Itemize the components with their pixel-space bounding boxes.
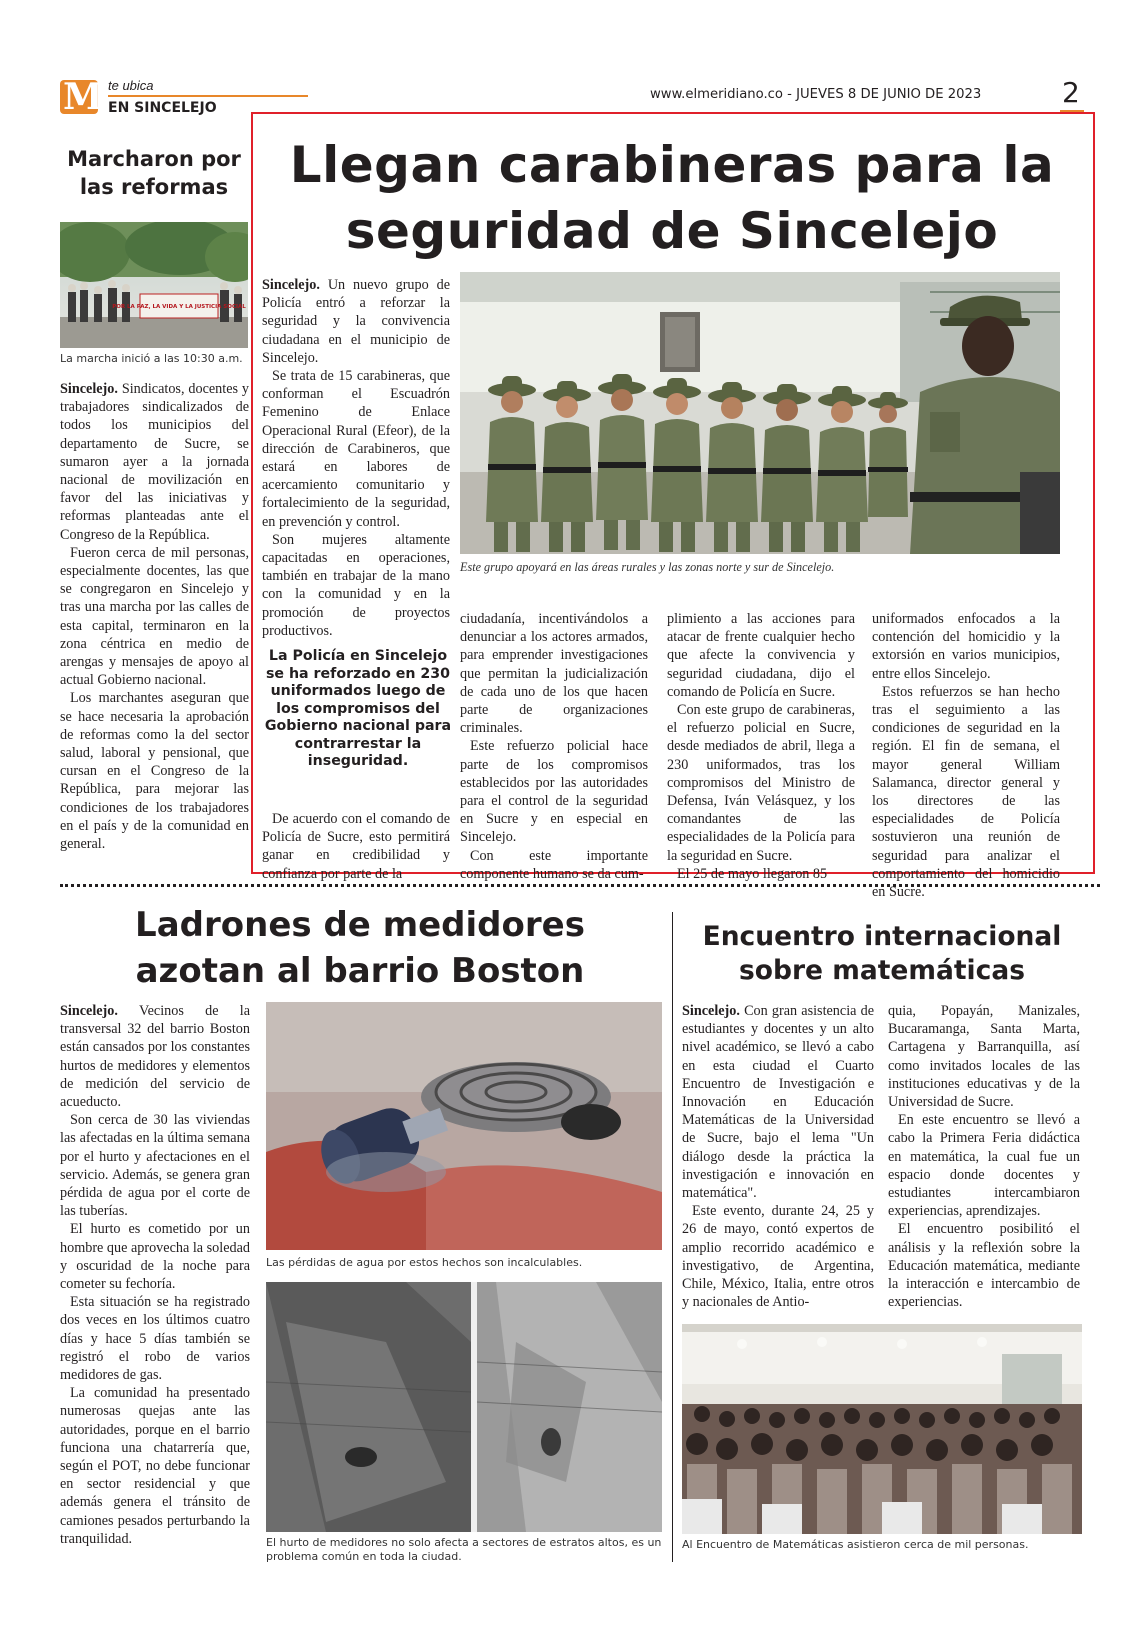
carabineras-photo xyxy=(460,272,1060,554)
main-story-paragraph: El 25 de mayo llegaron 85 xyxy=(677,865,828,882)
main-story-col3 xyxy=(667,610,855,883)
main-story-headline: Llegan carabineras para la seguridad de Sincelejo xyxy=(289,136,1055,260)
main-story-paragraph: Se trata de 15 carabineras, que conforman el Escuadrón Femenino de Enlace Operacional Rural (Efeor), de la dirección de Carabineros, que estará en labores de acercamiento comunitario y fortalecimiento de la seguridad, en prevención y control. xyxy=(262,368,450,530)
main-story-col1-tail xyxy=(262,810,450,883)
bottom-right-dateline: Sincelejo. xyxy=(682,1003,740,1019)
bottom-right-headline: Encuentro internacional sobre matemáticas xyxy=(702,921,1062,986)
logo xyxy=(60,76,103,118)
bottom-left-paragraph: Esta situación se ha registrado dos veces en los últimos cuatro días y hace 5 días también se registró el robo de varios medidores de gas. xyxy=(60,1294,250,1384)
bottom-left-paragraph: Son cerca de 30 las viviendas las afectadas en la última semana por el hurto y afectaciones en el servicio. Además, se genera gran pérdida de agua por el corte de las tuberías. xyxy=(60,1112,250,1220)
bottom-left-body xyxy=(60,1002,250,1548)
main-story-col2 xyxy=(460,610,648,883)
page-header xyxy=(0,0,1144,120)
logo-letter: M xyxy=(63,76,103,118)
left-story-paragraph: Sincelejo. Sindicatos, docentes y trabajadores sindicalizados de todos los municipios del departamento de Sucre, se sumaron ayer a la jornada nacional de movilización en favor del las iniciativas y reformas planteadas ante el Congreso de la República. xyxy=(60,381,250,543)
main-story-paragraph: Estos refuerzos se han hecho tras el seguimiento a las condiciones de seguridad en la región. El fin de semana, el mayor general William Salamanca, director general y los directores de las especialidades de Policía sostuvieron una reunión de seguridad para analizar el comportamiento del homicidio en Sucre. xyxy=(872,683,1060,901)
bottom-right-paragraph: En este encuentro se llevó a cabo la Primera Feria didáctica en matemática, la cual fue un espacio donde docentes y estudiantes intercambiaron experiencias, aprendizajes. xyxy=(888,1112,1080,1220)
bottom-right-paragraph: Este evento, durante 24, 25 y 26 de mayo, contó expertos de amplio recorrido académico e investigativo, de Argentina, Chile, México, Italia, entre otros y nacionales de Antio- xyxy=(682,1203,874,1311)
main-story-col4 xyxy=(872,610,1060,901)
cctv-caption: El hurto de medidores no solo afecta a sectores de estratos altos, es un problema común en toda la ciudad. xyxy=(266,1536,662,1563)
march-banner-text: POR LA PAZ, LA VIDA Y LA JUSTICIA SOCIAL xyxy=(112,304,246,310)
left-story-headline: Marcharon por las reformas xyxy=(67,147,241,199)
page-number: 2 xyxy=(1062,76,1080,109)
section-divider xyxy=(60,884,1100,887)
section-rule xyxy=(108,95,308,97)
water-meter-caption: Las pérdidas de agua por estos hechos son incalculables. xyxy=(266,1256,583,1269)
bottom-right-col1 xyxy=(682,1002,874,1311)
main-story-paragraph: plimiento a las acciones para atacar de frente cualquier hecho que afecte la convivencia y seguridad ciudadana, dijo el comando de Policía en Sucre. xyxy=(667,611,855,700)
bottom-left-paragraph: El hurto es cometido por un hombre que aprovecha la soledad y oscuridad de la noche para cometer su fechoría. xyxy=(60,1221,250,1293)
bottom-right-col2 xyxy=(888,1002,1080,1311)
main-story-dateline: Sincelejo. xyxy=(262,277,320,293)
bottom-right-paragraph: quia, Popayán, Manizales, Bucaramanga, Santa Marta, Cartagena y Barranquilla, así como invitados locales de las instituciones educativas y de la Universidad de Sucre. xyxy=(888,1003,1080,1111)
math-event-caption: Al Encuentro de Matemáticas asistieron cerca de mil personas. xyxy=(682,1538,1029,1551)
left-story-paragraph: Los marchantes aseguran que se hace necesaria la aprobación de reformas como la del sector salud, laboral y pensional, que cursan en el Congreso de la República, para mejorar las condiciones de los trabajadores en el país y de la comunidad en general. xyxy=(60,690,249,853)
main-story-pull-quote: La Policía en Sincelejo se ha reforzado en 230 uniformados luego de los compromisos del Gobierno nacional para contrarrestar la inseguridad. xyxy=(264,648,452,769)
bottom-left-dateline: Sincelejo. xyxy=(60,1003,118,1019)
column-divider xyxy=(672,912,673,1562)
water-meter-photo xyxy=(266,1002,662,1250)
bottom-left-paragraph: La comunidad ha presentado numerosas quejas ante las autoridades, porque en el barrio funciona una chatarrería que, según el POT, no debe funcionar en sector residencial y que además genera el tránsito de camiones pesados perturbando la tranquilidad. xyxy=(60,1385,250,1547)
left-story-paragraph: Fueron cerca de mil personas, especialmente docentes, las que se congregaron en Sincelejo y tras una marcha por las calles de esta capital, terminaron en la zona céntrica en medio de arengas y mensajes de apoyo al actual Gobierno nacional. xyxy=(60,544,249,689)
main-story-paragraph: Con este grupo de carabineras, el refuerzo policial en Sucre, desde mediados de abril, llega a 230 uniformados, tras los compromisos del Ministro de Defensa, Iván Velásquez, y los comandantes de las especialidades de la Policía para la seguridad en Sucre. xyxy=(667,702,855,864)
main-story-caption: Este grupo apoyará en las áreas rurales y las zonas norte y sur de Sincelejo. xyxy=(460,560,835,574)
bottom-left-headline: Ladrones de medidores azotan al barrio Boston xyxy=(135,905,585,991)
main-story-col1 xyxy=(262,276,450,640)
section-name: EN SINCELEJO xyxy=(108,100,217,116)
main-story-paragraph: Este refuerzo policial hace parte de los compromisos establecidos por las autoridades para el control de la seguridad en Sucre y en especial en Sincelejo. xyxy=(460,738,648,846)
main-story-paragraph: Sincelejo. Un nuevo grupo de Policía entró a reforzar la seguridad y la convivencia ciudadana en el municipio de Sincelejo. xyxy=(262,277,450,366)
left-story-body xyxy=(60,380,249,853)
bottom-right-paragraph: El encuentro posibilitó el análisis y la reflexión sobre la Educación matemática, mediante la interacción e intercambio de experiencias. xyxy=(888,1221,1080,1311)
main-story-paragraph: Son mujeres altamente capacitadas en operaciones, también en trabajar de la mano con la comunidad y en la promoción de proyectos productivos. xyxy=(262,531,450,639)
main-story-paragraph: ciudadanía, incentivándolos a denunciar a los actores armados, para emprender investigaciones que permitan la judicialización de cada uno de los que hacen parte de organizaciones criminales. xyxy=(460,611,648,737)
left-story-caption: La marcha inició a las 10:30 a.m. xyxy=(60,352,243,365)
march-photo xyxy=(60,222,248,348)
left-story xyxy=(58,145,250,201)
bottom-right-paragraph: Sincelejo. Con gran asistencia de estudiantes y docentes y un alto nivel académico, se llevó a cabo en esta ciudad el Cuarto Encuentro de Investigación e Innovación en Educación Matemáticas de la Universidad de Sucre, bajo el lema "Un diálogo desde la práctica la investigación e innovación en matemática". xyxy=(682,1003,874,1202)
cctv-photo xyxy=(266,1282,662,1532)
bottom-left-paragraph: Sincelejo. Vecinos de la transversal 32 del barrio Boston están cansados por los constantes hurtos de medidores y elementos de medición del servicio de acueducto. xyxy=(60,1003,251,1111)
left-story-dateline: Sincelejo. xyxy=(60,381,118,397)
main-story-paragraph: Con este importante componente humano se da cum- xyxy=(460,847,648,882)
site-date: www.elmeridiano.co - JUEVES 8 DE JUNIO DE 2023 xyxy=(650,87,982,102)
main-story-paragraph: De acuerdo con el comando de Policía de Sucre, esto permitirá ganar en credibilidad y confianza por parte de la xyxy=(262,811,450,882)
section-tagline: te ubica xyxy=(108,78,154,93)
math-event-photo xyxy=(682,1324,1082,1534)
main-story-paragraph: uniformados enfocados a la contención del homicidio y la extorsión en varios municipios, entre ellos Sincelejo. xyxy=(872,611,1060,682)
